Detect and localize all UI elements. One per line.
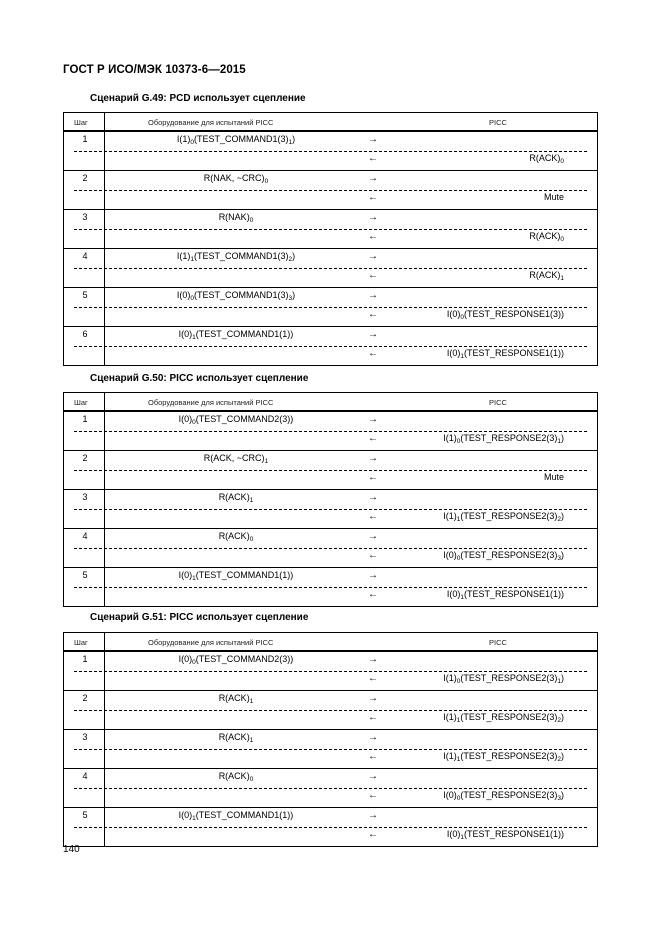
message-text: (TEST_COMMAND1(1)): [195, 329, 294, 339]
table-body: [63, 412, 598, 607]
message-text: I(1): [443, 673, 457, 683]
block-number-subscript: 3: [557, 795, 561, 802]
block-number-subscript: 1: [460, 594, 464, 601]
message-text: (TEST_RESPONSE1(1)): [463, 348, 564, 358]
dashed-separator: [74, 587, 587, 588]
arrow-right-icon: →: [368, 693, 378, 704]
message-text: R(NAK, ~CRC): [203, 173, 265, 183]
column-divider: [104, 633, 105, 651]
message-text: (TEST_COMMAND1(3): [193, 134, 289, 144]
picc-response: [447, 348, 564, 358]
message-text: R(ACK): [218, 732, 250, 742]
pcd-command: [109, 693, 363, 703]
arrow-left-icon: ←: [368, 790, 378, 801]
arrow-right-icon: →: [368, 329, 378, 340]
table-header-row: [63, 112, 598, 132]
dashed-separator: [74, 307, 587, 308]
block-number-subscript: 1: [456, 516, 461, 523]
table-row: [64, 287, 597, 326]
column-header-picc: PICC: [489, 638, 507, 647]
column-divider: [104, 393, 105, 411]
dashed-separator: [74, 229, 587, 230]
message-text: I(0): [443, 550, 457, 560]
table-row: [64, 248, 597, 287]
column-header-pcd: Оборудование для испытаний PICC: [148, 118, 274, 127]
pcd-command: [109, 771, 363, 781]
block-number-subscript: 1: [249, 497, 254, 504]
arrow-right-icon: →: [368, 654, 378, 665]
message-text: (TEST_COMMAND1(3): [193, 290, 289, 300]
dashed-separator: [74, 190, 587, 191]
block-number-subscript: 1: [557, 438, 561, 445]
pcd-command: [109, 414, 363, 424]
arrow-right-icon: →: [368, 453, 378, 464]
picc-response: [529, 270, 564, 280]
column-header-pcd: Оборудование для испытаний PICC: [148, 638, 274, 647]
scenario-caption: Сценарий G.49: PCD использует сцепление: [90, 93, 306, 104]
column-header-picc: PICC: [489, 398, 507, 407]
message-text: I(0): [446, 589, 461, 599]
column-divider: [104, 132, 105, 365]
block-number-subscript: 0: [456, 555, 461, 562]
arrow-left-icon: ←: [368, 673, 378, 684]
block-number-subscript: 1: [192, 575, 196, 582]
block-number-subscript: 1: [460, 834, 464, 841]
message-text: (TEST_RESPONSE1(3)): [463, 309, 564, 319]
arrow-left-icon: ←: [368, 433, 378, 444]
scenario-table: [63, 632, 598, 847]
arrow-left-icon: ←: [368, 712, 378, 723]
message-text: R(ACK): [529, 153, 561, 163]
block-number-subscript: 0: [249, 776, 254, 783]
picc-response: [443, 790, 564, 800]
block-number-subscript: 1: [249, 698, 254, 705]
step-number: 2: [82, 693, 88, 703]
step-number: 4: [82, 771, 88, 781]
message-text: I(0): [178, 570, 193, 580]
message-text: ): [292, 251, 296, 261]
message-text: ): [561, 511, 564, 521]
block-number-subscript: 2: [557, 516, 561, 523]
message-text: I(1): [443, 712, 457, 722]
block-number-subscript: 1: [190, 256, 194, 263]
picc-response: [443, 433, 564, 443]
message-text: R(ACK, ~CRC): [203, 453, 265, 463]
message-text: R(ACK): [529, 231, 561, 241]
step-number: 5: [82, 810, 88, 820]
message-text: I(1): [176, 134, 191, 144]
table-row: [64, 528, 597, 567]
message-text: ): [292, 134, 296, 144]
block-number-subscript: 1: [192, 815, 196, 822]
block-number-subscript: 2: [288, 256, 293, 263]
block-number-subscript: 0: [264, 178, 269, 185]
pcd-command: [109, 173, 363, 183]
table-body: [63, 652, 598, 847]
message-text: (TEST_RESPONSE2(3): [460, 790, 558, 800]
step-number: 1: [82, 414, 88, 424]
message-text: I(1): [443, 751, 457, 761]
message-text: Mute: [543, 472, 564, 482]
column-header-step: Шаг: [74, 638, 88, 647]
pcd-command: [109, 212, 363, 222]
message-text: (TEST_RESPONSE2(3): [460, 673, 558, 683]
block-number-subscript: 0: [560, 236, 564, 243]
picc-response: [443, 511, 564, 521]
message-text: (TEST_COMMAND1(3): [193, 251, 289, 261]
block-number-subscript: 0: [560, 158, 564, 165]
message-text: (TEST_RESPONSE2(3): [460, 433, 558, 443]
column-header-step: Шаг: [74, 118, 88, 127]
dashed-separator: [74, 827, 587, 828]
scenario-caption: Сценарий G.51: PICC использует сцепление: [90, 612, 309, 623]
step-number: 4: [82, 251, 88, 261]
message-text: I(0): [178, 414, 193, 424]
pcd-command: [109, 654, 363, 664]
step-number: 6: [82, 329, 88, 339]
pcd-command: [109, 732, 363, 742]
block-number-subscript: 0: [190, 139, 194, 146]
message-text: ): [561, 433, 564, 443]
message-text: R(ACK): [218, 531, 250, 541]
block-number-subscript: 3: [557, 555, 561, 562]
table-row: [64, 450, 597, 489]
message-text: I(1): [443, 433, 457, 443]
step-number: 3: [82, 212, 88, 222]
message-text: Mute: [543, 192, 564, 202]
table-row: [64, 768, 597, 807]
block-number-subscript: 3: [288, 295, 293, 302]
block-number-subscript: 1: [288, 139, 293, 146]
step-number: 2: [82, 453, 88, 463]
pcd-command: [109, 290, 363, 300]
dashed-separator: [74, 268, 587, 269]
block-number-subscript: 1: [264, 458, 269, 465]
pcd-command: [109, 134, 363, 144]
picc-response: [544, 472, 564, 482]
arrow-left-icon: ←: [368, 231, 378, 242]
block-number-subscript: 0: [456, 678, 461, 685]
block-number-subscript: 1: [192, 334, 196, 341]
column-header-picc: PICC: [489, 118, 507, 127]
column-header-pcd: Оборудование для испытаний PICC: [148, 398, 274, 407]
step-number: 4: [82, 531, 88, 541]
block-number-subscript: 0: [192, 419, 196, 426]
picc-response: [443, 712, 564, 722]
dashed-separator: [74, 509, 587, 510]
block-number-subscript: 1: [557, 678, 561, 685]
arrow-left-icon: ←: [368, 153, 378, 164]
message-text: I(0): [446, 829, 461, 839]
step-number: 5: [82, 570, 88, 580]
block-number-subscript: 0: [249, 217, 254, 224]
picc-response: [529, 231, 564, 241]
table-row: [64, 412, 597, 450]
step-number: 5: [82, 290, 88, 300]
step-number: 2: [82, 173, 88, 183]
block-number-subscript: 0: [192, 659, 196, 666]
arrow-right-icon: →: [368, 414, 378, 425]
arrow-right-icon: →: [368, 251, 378, 262]
arrow-left-icon: ←: [368, 751, 378, 762]
table-row: [64, 807, 597, 846]
message-text: (TEST_RESPONSE1(1)): [463, 829, 564, 839]
step-number: 1: [82, 654, 88, 664]
column-divider: [104, 113, 105, 131]
dashed-separator: [74, 470, 587, 471]
block-number-subscript: 2: [557, 756, 561, 763]
message-text: (TEST_COMMAND2(3)): [195, 414, 294, 424]
pcd-command: [109, 492, 363, 502]
message-text: I(0): [178, 810, 193, 820]
pcd-command: [109, 531, 363, 541]
dashed-separator: [74, 151, 587, 152]
block-number-subscript: 0: [460, 314, 464, 321]
message-text: R(ACK): [218, 771, 250, 781]
dashed-separator: [74, 788, 587, 789]
block-number-subscript: 1: [560, 275, 564, 282]
arrow-left-icon: ←: [368, 309, 378, 320]
table-row: [64, 209, 597, 248]
picc-response: [443, 673, 564, 683]
message-text: I(1): [443, 511, 457, 521]
arrow-right-icon: →: [368, 212, 378, 223]
table-row: [64, 652, 597, 690]
block-number-subscript: 2: [557, 717, 561, 724]
arrow-right-icon: →: [368, 732, 378, 743]
message-text: R(ACK): [218, 693, 250, 703]
message-text: ): [561, 673, 564, 683]
picc-response: [447, 589, 564, 599]
message-text: R(ACK): [529, 270, 561, 280]
arrow-left-icon: ←: [368, 589, 378, 600]
message-text: ): [561, 712, 564, 722]
arrow-right-icon: →: [368, 771, 378, 782]
dashed-separator: [74, 548, 587, 549]
pcd-command: [109, 329, 363, 339]
scenario-caption: Сценарий G.50: PICC использует сцепление: [90, 373, 309, 384]
block-number-subscript: 0: [190, 295, 194, 302]
pcd-command: [109, 570, 363, 580]
page-number: 140: [63, 844, 80, 855]
step-number: 1: [82, 134, 88, 144]
column-header-step: Шаг: [74, 398, 88, 407]
arrow-left-icon: ←: [368, 348, 378, 359]
step-number: 3: [82, 492, 88, 502]
document-header: ГОСТ Р ИСО/МЭК 10373-6—2015: [63, 64, 246, 76]
arrow-left-icon: ←: [368, 550, 378, 561]
message-text: I(0): [446, 309, 461, 319]
message-text: I(0): [178, 329, 193, 339]
table-row: [64, 567, 597, 606]
dashed-separator: [74, 749, 587, 750]
pcd-command: [109, 251, 363, 261]
table-row: [64, 326, 597, 365]
message-text: ): [561, 790, 564, 800]
block-number-subscript: 1: [249, 737, 254, 744]
scenario-table: [63, 392, 598, 607]
arrow-right-icon: →: [368, 173, 378, 184]
arrow-right-icon: →: [368, 290, 378, 301]
table-row: [64, 170, 597, 209]
step-number: 3: [82, 732, 88, 742]
picc-response: [443, 751, 564, 761]
arrow-left-icon: ←: [368, 511, 378, 522]
column-divider: [104, 652, 105, 846]
arrow-left-icon: ←: [368, 829, 378, 840]
pcd-command: [109, 453, 363, 463]
arrow-right-icon: →: [368, 810, 378, 821]
pcd-command: [109, 810, 363, 820]
picc-response: [443, 550, 564, 560]
picc-response: [544, 192, 564, 202]
message-text: (TEST_COMMAND1(1)): [195, 810, 294, 820]
arrow-right-icon: →: [368, 531, 378, 542]
message-text: (TEST_RESPONSE2(3): [460, 550, 558, 560]
dashed-separator: [74, 671, 587, 672]
arrow-right-icon: →: [368, 570, 378, 581]
block-number-subscript: 1: [456, 756, 461, 763]
block-number-subscript: 1: [456, 717, 461, 724]
table-row: [64, 489, 597, 528]
table-header-row: [63, 392, 598, 412]
message-text: (TEST_COMMAND1(1)): [195, 570, 294, 580]
table-row: [64, 729, 597, 768]
scenario-table: [63, 112, 598, 366]
picc-response: [529, 153, 564, 163]
table-row: [64, 132, 597, 170]
picc-response: [447, 829, 564, 839]
message-text: (TEST_RESPONSE2(3): [460, 751, 558, 761]
table-body: [63, 132, 598, 366]
message-text: (TEST_COMMAND2(3)): [195, 654, 294, 664]
block-number-subscript: 0: [249, 536, 254, 543]
message-text: I(1): [176, 251, 191, 261]
table-row: [64, 690, 597, 729]
message-text: R(NAK): [218, 212, 250, 222]
message-text: ): [561, 550, 564, 560]
message-text: I(0): [178, 654, 193, 664]
arrow-left-icon: ←: [368, 472, 378, 483]
message-text: (TEST_RESPONSE1(1)): [463, 589, 564, 599]
dashed-separator: [74, 431, 587, 432]
block-number-subscript: 0: [456, 795, 461, 802]
message-text: ): [292, 290, 296, 300]
arrow-left-icon: ←: [368, 192, 378, 203]
message-text: (TEST_RESPONSE2(3): [460, 712, 558, 722]
dashed-separator: [74, 346, 587, 347]
message-text: I(0): [443, 790, 457, 800]
message-text: I(0): [446, 348, 461, 358]
block-number-subscript: 1: [460, 353, 464, 360]
column-divider: [104, 412, 105, 606]
message-text: R(ACK): [218, 492, 250, 502]
arrow-left-icon: ←: [368, 270, 378, 281]
picc-response: [447, 309, 564, 319]
arrow-right-icon: →: [368, 134, 378, 145]
message-text: (TEST_RESPONSE2(3): [460, 511, 558, 521]
message-text: I(0): [176, 290, 191, 300]
arrow-right-icon: →: [368, 492, 378, 503]
block-number-subscript: 0: [456, 438, 461, 445]
message-text: ): [561, 751, 564, 761]
dashed-separator: [74, 710, 587, 711]
table-header-row: [63, 632, 598, 652]
